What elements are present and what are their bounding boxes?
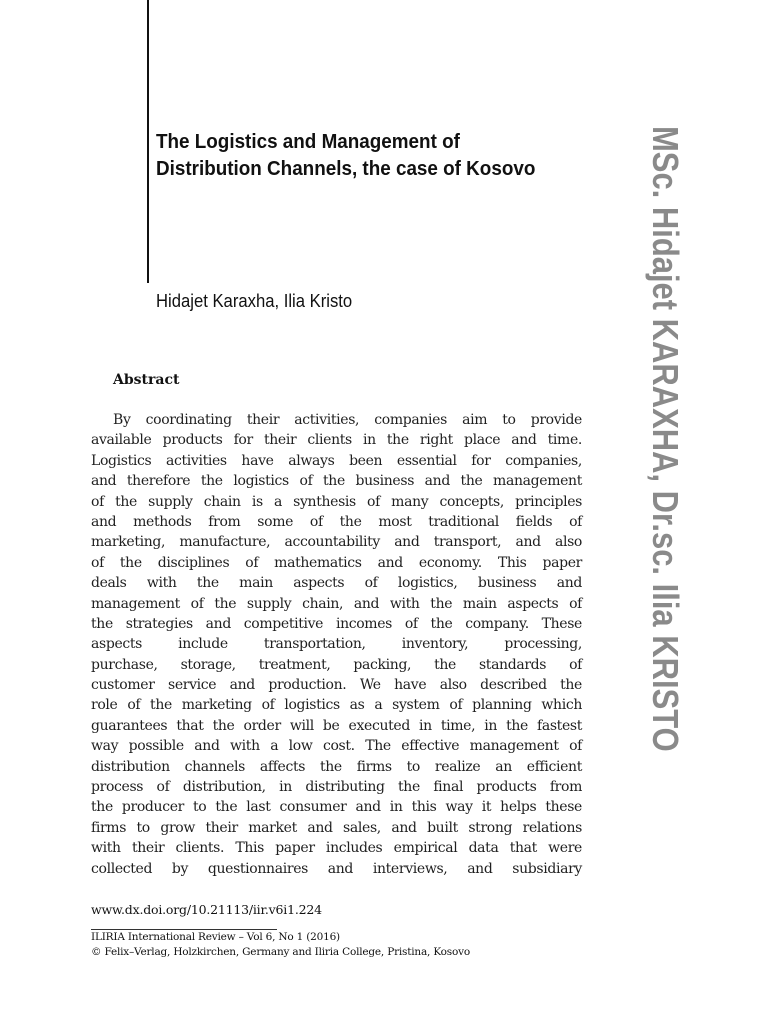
abstract-line: of the supply chain is a synthesis of many concepts, principles [91, 493, 582, 510]
doi-link[interactable]: www.dx.doi.org/10.21113/iir.v6i1.224 [91, 902, 322, 917]
abstract-line: marketing, manufacture, accountability and transport, and also [91, 534, 582, 551]
abstract-line: available products for their clients in the right place and time. [91, 432, 582, 449]
abstract-line: By coordinating their activities, companies aim to provide [113, 412, 582, 428]
title-line: Distribution Channels, the case of Kosovo [156, 157, 536, 180]
abstract-line: deals with the main aspects of logistics, business and [91, 575, 582, 592]
abstract-line: distribution channels affects the firms to realize an efficient [91, 758, 582, 775]
sidebar-author-banner [642, 126, 688, 786]
abstract-line: way possible and with a low cost. The effective management of [91, 738, 582, 755]
abstract-line: management of the supply chain, and with the main aspects of [91, 595, 582, 612]
journal-citation: ILIRIA International Review – Vol 6, No 1 (2016) [91, 931, 340, 943]
abstract-line: of the disciplines of mathematics and economy. This paper [91, 554, 582, 571]
sidebar-author-text: MSc. Hidajet KARAXHA, Dr.sc. Ilia KRISTO [645, 126, 686, 752]
paper-title [156, 128, 561, 182]
author-names: Hidajet Karaxha, Ilia Kristo [156, 290, 353, 311]
abstract-line: collected by questionnaires and interviews, and subsidiary [91, 860, 582, 877]
abstract-line: and therefore the logistics of the business and the management [91, 473, 582, 490]
copyright-notice: © Felix–Verlag, Holzkirchen, Germany and Iliria College, Pristina, Kosovo [91, 946, 470, 958]
abstract-line: customer service and production. We have also described the [91, 677, 582, 694]
abstract-line: with their clients. This paper includes empirical data that were [91, 840, 582, 857]
abstract-heading: Abstract [113, 372, 180, 388]
abstract-line: firms to grow their market and sales, and built strong relations [91, 819, 582, 836]
abstract-line: the strategies and competitive incomes of the company. These [91, 615, 582, 632]
abstract-line: aspects include transportation, inventory, processing, [91, 636, 582, 653]
abstract-body [91, 410, 582, 879]
footnote-rule [91, 929, 277, 930]
abstract-line: guarantees that the order will be executed in time, in the fastest [91, 717, 582, 734]
abstract-line: and methods from some of the most traditional fields of [91, 513, 582, 530]
vertical-rule [147, 0, 149, 283]
title-line: The Logistics and Management of [156, 130, 460, 153]
abstract-line: Logistics activities have always been essential for companies, [91, 452, 582, 469]
abstract-line: process of distribution, in distributing the final products from [91, 779, 582, 796]
abstract-line: purchase, storage, treatment, packing, the standards of [91, 656, 582, 673]
abstract-line: role of the marketing of logistics as a system of planning which [91, 697, 582, 714]
abstract-line: the producer to the last consumer and in this way it helps these [91, 799, 582, 816]
